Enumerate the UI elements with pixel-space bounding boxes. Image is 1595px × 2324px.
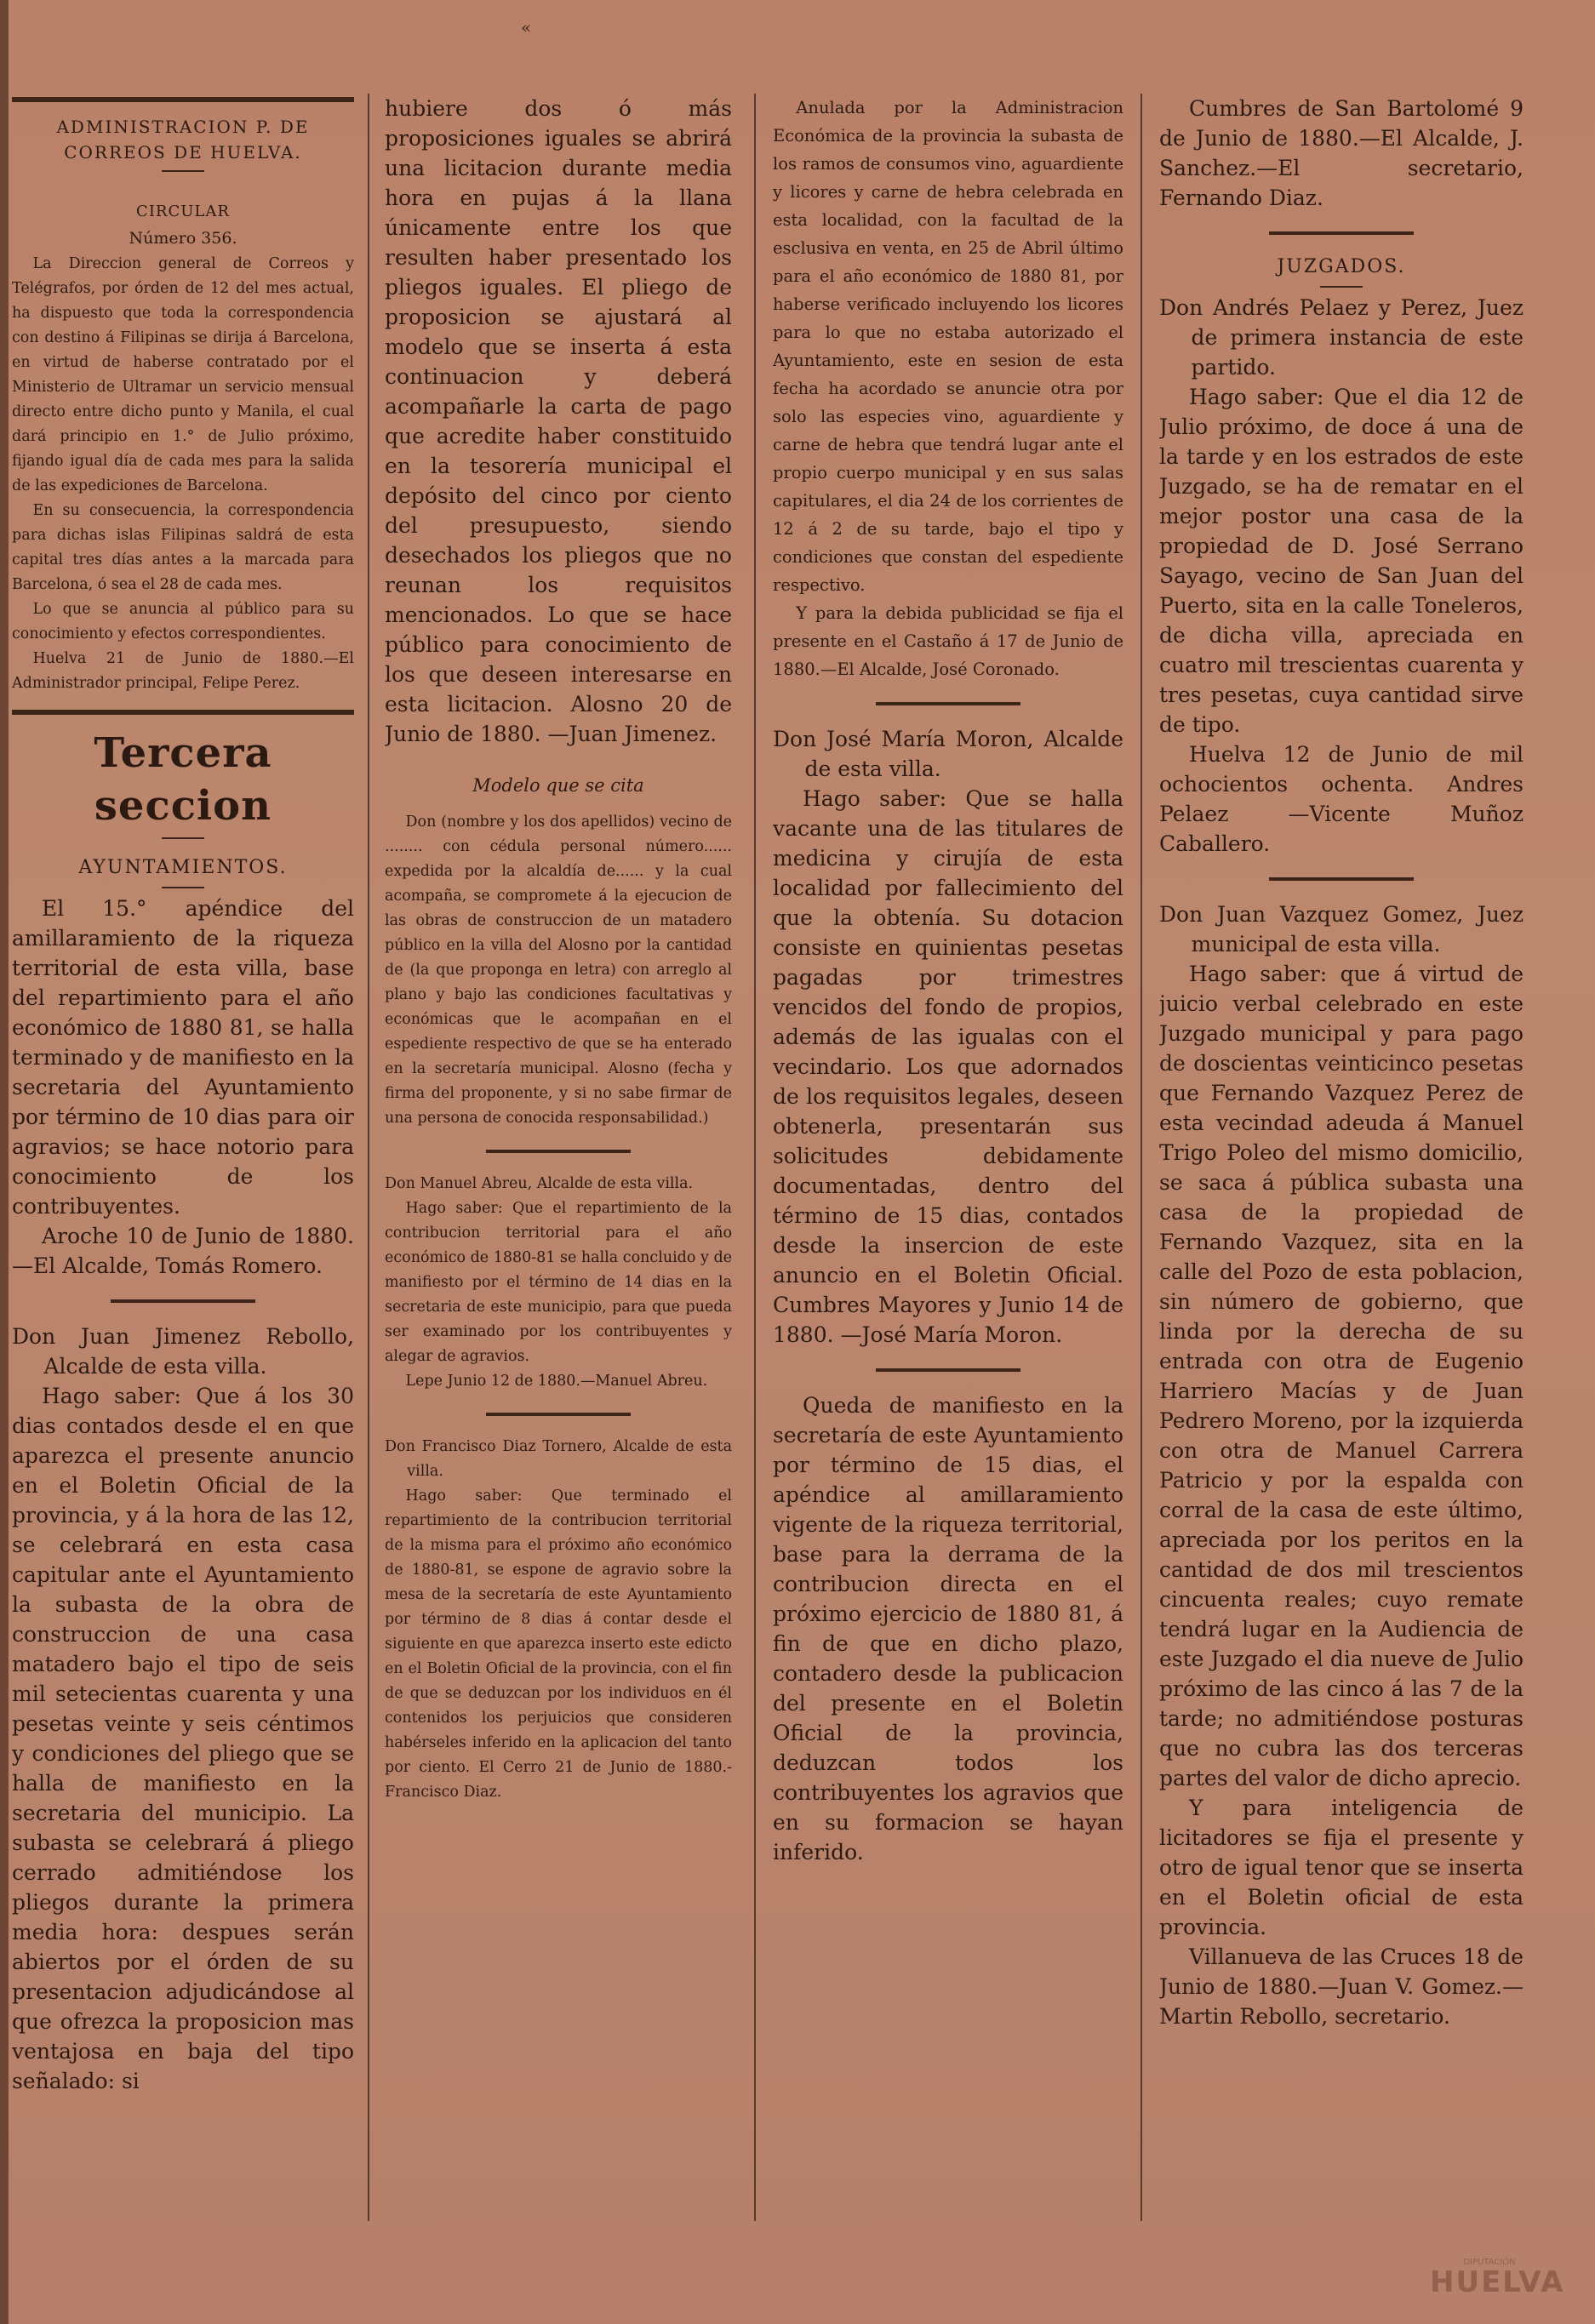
notice-paragraph: Y para la debida publicidad se fija el presente en el Castaño á 17 de Junio de 1880.—El Alcalde, José Coronado.: [773, 603, 1123, 679]
notice-signature: Cumbres de San Bartolomé 9 de Junio de 1880.—El Alcalde, J. Sanchez.—El secretario, Fernando Diaz.: [1159, 96, 1524, 210]
notice-heading: Don Andrés Pelaez y Perez, Juez de primera instancia de este partido.: [1159, 295, 1524, 380]
circular-signature: Huelva 21 de Junio de 1880.—El Administrador principal, Felipe Perez.: [12, 650, 354, 692]
separator: [486, 1413, 631, 1416]
notice-paragraph: Hago saber: Que el dia 12 de Julio próximo, de doce á una de la tarde y en los estrados de este Juzgado, se ha de rematar en el mejor postor una casa de la propiedad de D. José Serrano Sayago, vecino de San Juan del Puerto, sita en la calle Toneleros, de dicha villa, apreciada en cuatro mil trescientas cuarenta y tres pesetas, cuya cantidad sirve de tipo.: [1159, 385, 1524, 737]
circular-paragraph: Lo que se anuncia al público para su conocimiento y efectos correspondientes.: [12, 601, 354, 642]
circular-paragraph: En su consecuencia, la correspondencia para dichas islas Filipinas saldrá de esta capital tres días antes a la marcada para Barcelona, ó sea el 28 de cada mes.: [12, 502, 354, 593]
page-edge: [0, 0, 9, 2324]
separator: [162, 170, 204, 172]
notice-paragraph: hubiere dos ó más proposiciones iguales se abrirá una licitacion durante media hora en pujas á la llana únicamente entre los que resulten haber presentado los pliegos iguales. El pliego de proposicion se ajustará al modelo que se inserta á esta continuacion y deberá acompañarle la carta de pago que acredite haber constituido en la tesorería municipal el depósito del cinco por ciento del presupuesto, siendo desechados los pliegos que no reunan los requisitos mencionados. Lo que se hace público para conocimiento de los que deseen interesarse en esta licitacion. Alosno 20 de Junio de 1880. —Juan Jimenez.: [385, 96, 732, 746]
separator: [162, 887, 204, 888]
admin-header: ADMINISTRACION P. DE CORREOS DE HUELVA.: [56, 117, 310, 163]
column-1: [12, 94, 354, 2306]
notice-signature: Aroche 10 de Junio de 1880.—El Alcalde, Tomás Romero.: [12, 1224, 354, 1278]
section-title: Tercera seccion: [94, 729, 272, 830]
separator: [1269, 877, 1414, 881]
circular-number: Número 356.: [129, 229, 237, 248]
separator: [876, 702, 1020, 705]
column-2: [385, 94, 732, 2306]
circular-label: CIRCULAR: [136, 203, 230, 220]
watermark-word: HUELVA: [1430, 2265, 1565, 2299]
notice-signature: Lepe Junio 12 de 1880.—Manuel Abreu.: [405, 1373, 708, 1390]
notice-heading: Don Francisco Diaz Tornero, Alcalde de esta villa.: [385, 1438, 732, 1480]
column-divider: [1141, 94, 1142, 2221]
notice-heading: Don Juan Jimenez Rebollo, Alcalde de esta villa.: [12, 1324, 354, 1379]
notice-paragraph: Hago saber: Que se halla vacante una de las titulares de medicina y cirujía de esta localidad por fallecimiento del que la obtenía. Su dotacion consiste en quinientas pesetas pagadas por trimestres vencidos del fondo de propios, además de las igualas con el vecindario. Los que adornados de los requisitos legales, deseen obtenerla, presentarán sus solicitudes debidamente documentadas, dentro del término de 15 dias, contados desde la insercion de este anuncio en el Boletin Oficial. Cumbres Mayores y Junio 14 de 1880. —José María Moron.: [773, 786, 1123, 1347]
watermark-line: DIPUTACIÓN: [1463, 2258, 1516, 2267]
notice-paragraph: Y para inteligencia de licitadores se fija el presente y otro de igual tenor que se inserta en el Boletin oficial de esta provincia.: [1159, 1796, 1524, 1939]
column-divider: [754, 94, 756, 2221]
notice-heading: Don Juan Vazquez Gomez, Juez municipal de esta villa.: [1159, 902, 1524, 956]
column-4: [1159, 94, 1524, 2306]
archive-watermark: [1430, 2258, 1565, 2307]
separator: [162, 837, 204, 839]
circular-paragraph: La Direccion general de Correos y Telégrafos, por órden de 12 del mes actual, ha dispuesto que toda la correspondencia con destino á Filipinas se dirija á Barcelona, en virtud de haberse contratado por el Ministerio de Ultramar un servicio mensual directo entre dicho punto y Manila, el cual dará principio en 1.° de Julio próximo, fijando igual día de cada mes para la salida de las expediciones de Barcelona.: [12, 255, 354, 494]
notice-paragraph: Hago saber: Que á los 30 dias contados desde el en que aparezca el presente anuncio en el Boletin Oficial de la provincia, y á la hora de las 12, se celebrará en esta casa capitular ante el Ayuntamiento la subasta de la obra de construccion de una casa matadero bajo el tipo de seis mil setecientas cuarenta y una pesetas veinte y seis céntimos y condiciones del pliego que se halla de manifiesto en la secretaria del municipio. La subasta se celebrará á pliego cerrado admitiéndose los pliegos durante la primera media hora: despues serán abiertos por el órden de su presentacion adjudicándose al que ofrezca la proposicion mas ventajosa en baja del tipo señalado: si: [12, 1384, 354, 2093]
notice-signature: Villanueva de las Cruces 18 de Junio de 1880.—Juan V. Gomez.—Martin Rebollo, secretario.: [1159, 1944, 1524, 2029]
notice-signature: Huelva 12 de Junio de mil ochocientos ochenta. Andres Pelaez —Vicente Muñoz Caballero.: [1159, 742, 1524, 856]
top-mark: «: [521, 17, 532, 37]
notice-paragraph: Hago saber: Que el repartimiento de la contribucion territorial para el año económico de 1880-81 se halla concluido y de manifiesto por el término de 14 dias en la secretaria de este municipio, para que pueda ser examinado por los contribuyentes y alegar de agravios.: [385, 1200, 732, 1365]
column-divider: [368, 94, 369, 2221]
notice-paragraph: Hago saber: que á virtud de juicio verbal celebrado en este Juzgado municipal y para pago de doscientas veinticinco pesetas que Fernando Vazquez Perez de esta vecindad adeuda á Manuel Trigo Poleo del mismo domicilio, se saca á pública subasta una casa de la propiedad de Fernando Vazquez, sita en la calle del Pozo de esta poblacion, sin número de gobierno, que linda por la derecha de su entrada con otra de Eugenio Harriero Macías y de Juan Pedrero Moreno, por la izquierda con otra de Manuel Carrera Patricio y por la espalda con corral de la casa de este último, apreciada por los peritos en la cantidad de dos mil trescientos cincuenta reales; cuyo remate tendrá lugar en la Audiencia de este Juzgado el dia nueve de Julio próximo de las cinco á las 7 de la tarde; no admitiéndose posturas que no cubra las dos terceras partes del valor de dicho aprecio.: [1159, 962, 1524, 1790]
header-rule: [12, 97, 354, 102]
separator: [486, 1150, 631, 1153]
notice-paragraph: El 15.° apéndice del amillaramiento de la riqueza territorial de esta villa, base del repartimiento para el año económico de 1880 81, se halla terminado y de manifiesto en la secretaria del Ayuntamiento por término de 10 dias para oir agravios; se hace notorio para conocimiento de los contribuyentes.: [12, 896, 354, 1219]
notice-heading: Don José María Moron, Alcalde de esta villa.: [773, 727, 1123, 781]
column-3: [773, 94, 1123, 2306]
notice-paragraph: Hago saber: Que terminado el repartimiento de la contribucion territorial de la misma para el próximo año económico de 1880-81, se espone de agravio sobre la mesa de la secretaría de este Ayuntamiento por término de 8 dias á contar desde el siguiente en que aparezca inserto este edicto en el Boletin Oficial de la provincia, con el fin de que se deduzcan por los individuos en él contenidos los perjuicios que consideren habérseles inferido en la aplicacion del tanto por ciento. El Cerro 21 de Junio de 1880.-Francisco Diaz.: [385, 1487, 732, 1801]
notice-paragraph: Queda de manifiesto en la secretaría de este Ayuntamiento por término de 15 dias, el apéndice al amillaramiento vigente de la riqueza territorial, base para la derrama de la contribucion directa en el próximo ejercicio de 1880 81, á fin de que en dicho plazo, contadero desde la publicacion del presente en el Boletin Oficial de la provincia, deduzcan todos los contribuyentes los agravios que en su formacion se hayan inferido.: [773, 1393, 1123, 1864]
separator: [111, 1299, 255, 1303]
modelo-title: Modelo que se cita: [472, 775, 644, 796]
separator: [876, 1368, 1020, 1372]
modelo-text: Don (nombre y los dos apellidos) vecino de ........ con cédula personal número...... expedida por la alcaldía de...... y la cual acompaña, se compromete á la ejecucion de las obras de construccion de un matadero público en la villa del Alosno por la cantidad de (la que proponga en letra) con arreglo al plano y bajo las condiciones facultativas y económicas que le acompañan en el espediente respectivo de que se ha enterado en la secretaría municipal. Alosno (fecha y firma del proponente, y si no sabe firmar de una persona de conocida responsabilidad.): [385, 814, 732, 1127]
separator: [1269, 231, 1414, 235]
separator: [1320, 286, 1363, 288]
section-rule: [12, 710, 354, 715]
notice-heading: Don Manuel Abreu, Alcalde de esta villa.: [385, 1175, 694, 1192]
ayuntamientos-heading: AYUNTAMIENTOS.: [78, 857, 288, 878]
juzgados-heading: JUZGADOS.: [1277, 256, 1406, 277]
notice-paragraph: Anulada por la Administracion Económica de la provincia la subasta de los ramos de consumos vino, aguardiente y licores y carne de hebra celebrada en esta localidad, con la facultad de la esclusiva en venta, en 25 de Abril último para el año económico de 1880 81, por haberse verificado incluyendo los licores para lo que no estaba autorizado el Ayuntamiento, este en sesion de esta fecha ha acordado se anuncie otra por solo las especies vino, aguardiente y carne de hebra que tendrá lugar ante el propio cuerpo municipal y en sus salas capitulares, el dia 24 de los corrientes de 12 á 2 de su tarde, bajo el tipo y condiciones que constan del espediente respectivo.: [773, 98, 1123, 595]
